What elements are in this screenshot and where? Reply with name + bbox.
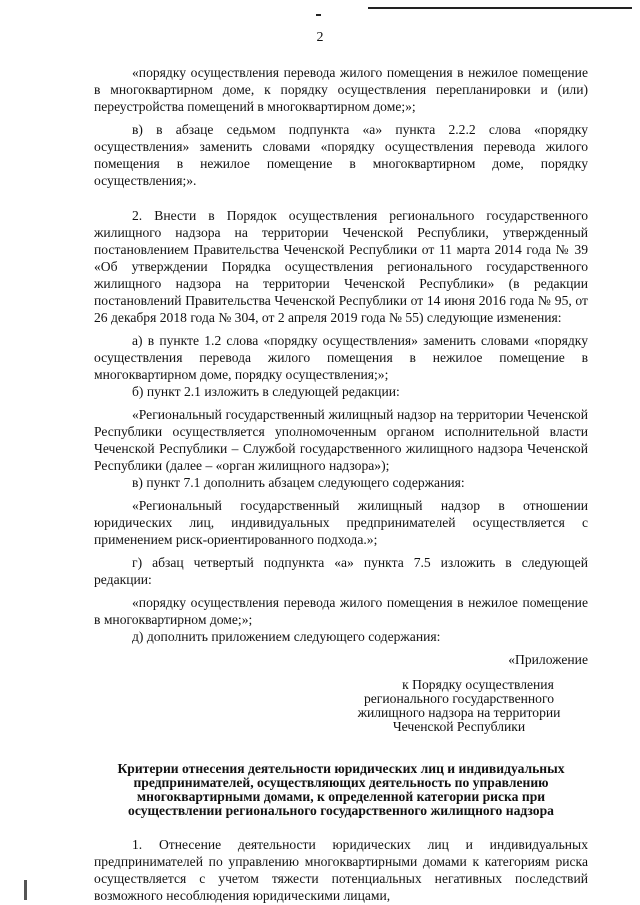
paragraph-7: в) пункт 7.1 дополнить абзацем следующего содержания: [132, 475, 465, 490]
top-rule [368, 7, 632, 9]
paragraph-11: д) дополнить приложением следующего содержания: [132, 629, 441, 644]
document-body [94, 64, 588, 904]
paragraph-1: «порядку осуществления перевода жилого помещения в нежилое помещение в многоквартирном доме, к порядку осуществления перепланировки и (или) переустройства помещений в многоквартирном доме;»; [94, 65, 588, 114]
paragraph-4: а) в пункте 1.2 слова «порядку осуществления» заменить словами «порядку осуществления перевода жилого помещения в нежилое помещение в многоквартирном доме, порядку осуществления;»; [94, 333, 588, 382]
paragraph-10: «порядку осуществления перевода жилого помещения в нежилое помещение в многоквартирном доме;»; [94, 595, 588, 627]
paragraph-8: «Региональный государственный жилищный надзор в отношении юридических лиц, индивидуальных предпринимателей осуществляется с применением риск-ориентированного подхода.»; [94, 498, 588, 547]
top-mark [316, 14, 321, 16]
criteria-heading: Критерии отнесения деятельности юридических лиц и индивидуальных предпринимателей, осуществляющих деятельность по управлению многоквартирными домами, к определенной категории риска при осуществлении регионального государственного жилищного надзора [117, 761, 565, 818]
appendix-label: «Приложение [508, 652, 588, 667]
scan-edge-mark [24, 880, 27, 900]
page-number: 2 [316, 30, 324, 45]
paragraph-2: в) в абзаце седьмом подпункта «а» пункта 2.2.2 слова «порядку осуществления» заменить словами «порядку осуществления перевода жилого помещения в нежилое помещение в многоквартирном доме, порядку осуществления;». [94, 122, 588, 188]
appendix-reference: к Порядку осуществления регионального государственного жилищного надзора на территории Чеченской Республики [357, 677, 561, 734]
paragraph-3: 2. Внести в Порядок осуществления регионального государственного жилищного надзора на территории Чеченской Республики, утвержденный постановлением Правительства Чеченской Республики от 11 марта 2014 года № 39 «Об утверждении Порядка осуществления регионального государственного жилищного надзора на территории Чеченской Республики» (в редакции постановлений Правительства Чеченской Республики от 14 июня 2016 года № 95, от 26 декабря 2018 года № 304, от 2 апреля 2019 года № 55) следующие изменения: [94, 208, 588, 325]
paragraph-6: «Региональный государственный жилищный надзор на территории Чеченской Республики осуществляется уполномоченным органом исполнительной власти Чеченской Республики – Службой государственного жилищного надзора Чеченской Республики (далее – «орган жилищного надзора»); [94, 407, 588, 473]
paragraph-9: г) абзац четвертый подпункта «а» пункта 7.5 изложить в следующей редакции: [94, 555, 588, 587]
paragraph-criteria-1: 1. Отнесение деятельности юридических лиц и индивидуальных предпринимателей по управлению многоквартирными домами к категориям риска осуществляется с учетом тяжести потенциальных негативных последствий возможного несоблюдения юридическими лицами, [94, 837, 588, 903]
paragraph-5: б) пункт 2.1 изложить в следующей редакции: [132, 384, 400, 399]
